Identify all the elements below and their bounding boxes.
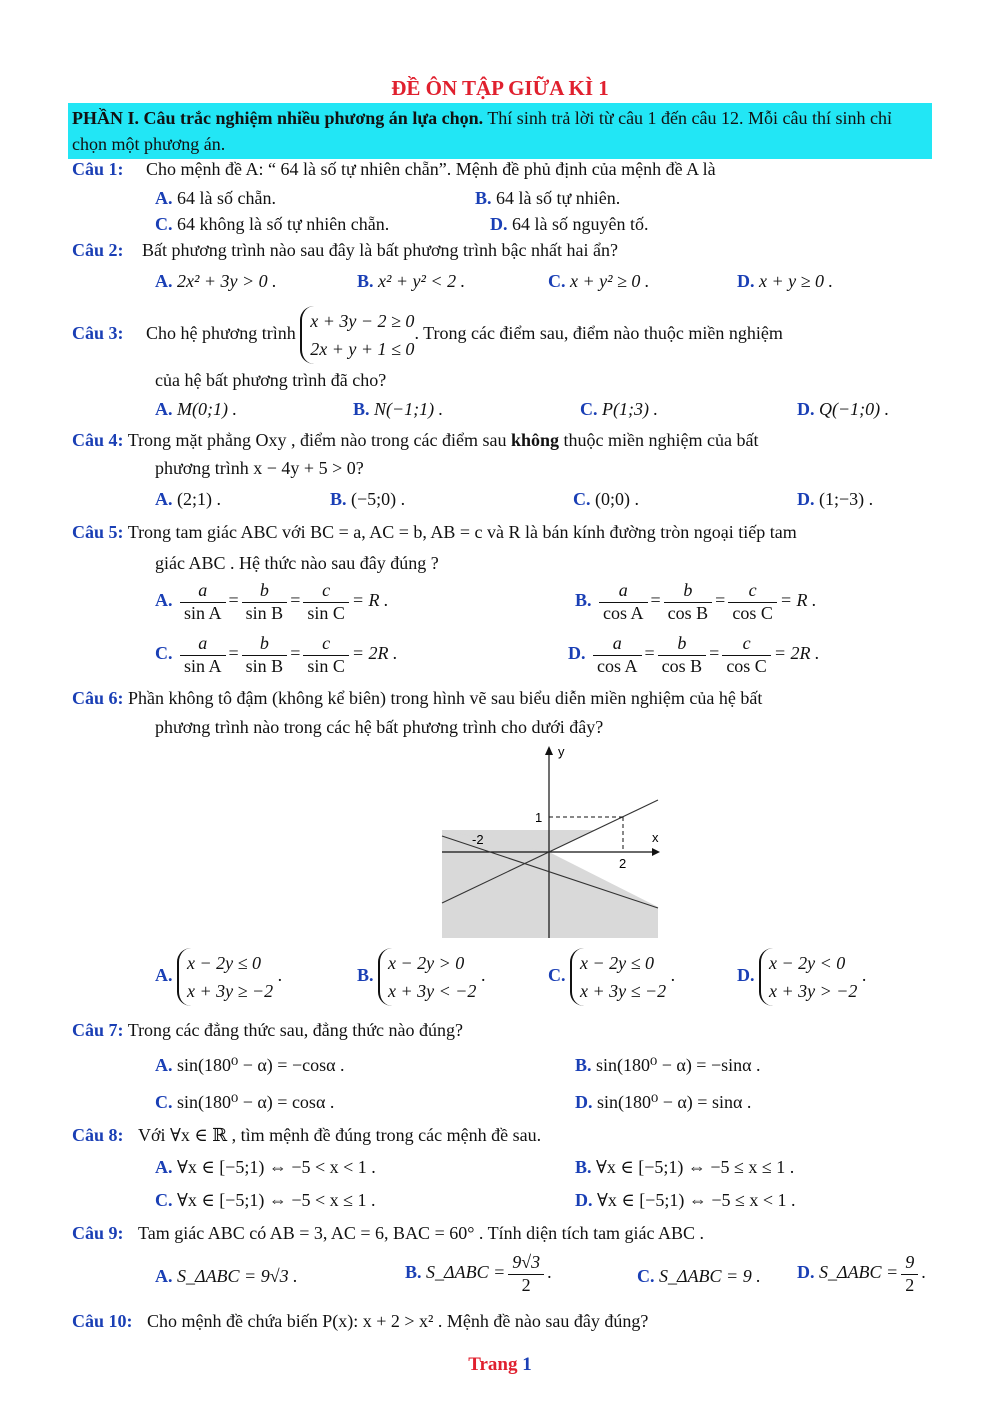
- q2-option-b: B. x² + y² < 2 .: [357, 271, 466, 291]
- page-footer: Trang 1: [468, 1354, 532, 1375]
- q3-option-a: A. M(0;1) .: [155, 399, 237, 419]
- q6-option-c: C. x − 2y ≤ 0 x + 3y ≤ −2 .: [548, 948, 675, 1006]
- q1-option-c: C. 64 không là số tự nhiên chẵn.: [155, 214, 390, 234]
- q1-option-a: A. 64 là số chẵn.: [155, 188, 276, 208]
- q3-line2: của hệ bất phương trình đã cho?: [155, 370, 387, 390]
- q4-option-d: D. (1;−3) .: [797, 489, 874, 509]
- q6-graph: [430, 742, 670, 942]
- question-1: [72, 157, 716, 181]
- q5-option-b: B. $\frac{a}{\text{cos A}}$ = $\frac{b}{\text{cos B}}$ = $\frac{c}{\text{cos C}}$ = R .: [575, 580, 817, 623]
- part-instruction: Thí sinh trả lời từ câu 1 đến câu 12. Mỗi câu thí sinh chỉ chọn một phương án.: [72, 108, 893, 154]
- q1-option-d: D. 64 là số nguyên tố.: [490, 214, 649, 234]
- part-banner: [68, 103, 932, 159]
- q4-option-b: B. (−5;0) .: [330, 489, 406, 509]
- q3-option-d: D. Q(−1;0) .: [797, 399, 890, 419]
- question-2: Câu 2: Bất phương trình nào sau đây là bất phương trình bậc nhất hai ẩn?: [72, 240, 618, 260]
- question-9: Câu 9: Tam giác ABC có AB = 3, AC = 6, BAC = 60° . Tính diện tích tam giác ABC .: [72, 1223, 705, 1243]
- q6-option-b: B. x − 2y > 0 x + 3y < −2 .: [357, 948, 485, 1006]
- q7-option-a: A. sin(180⁰ − α) = −cosα .: [155, 1055, 345, 1075]
- x-axis-label: x: [652, 830, 659, 845]
- q2-option-c: C. x + y² ≥ 0 .: [548, 271, 650, 291]
- q8-option-d: D. ∀x ∈ [−5;1) ⇔ −5 ≤ x < 1 .: [575, 1190, 796, 1210]
- q8-option-b: B. ∀x ∈ [−5;1) ⇔ −5 ≤ x ≤ 1 .: [575, 1157, 795, 1177]
- q6-line2: phương trình nào trong các hệ bất phương trình cho dưới đây?: [155, 717, 604, 737]
- q3-option-c: C. P(1;3) .: [580, 399, 658, 419]
- question-5: Câu 5: Trong tam giác ABC với BC = a, AC = b, AB = c và R là bán kính đường tròn ngoại tiếp tam: [72, 522, 797, 542]
- q9-option-a: A. S_ΔABC = 9√3 .: [155, 1266, 298, 1286]
- q9-option-c: C. S_ΔABC = 9 .: [637, 1266, 761, 1286]
- tick-neg2: -2: [472, 832, 484, 847]
- q6-option-d: D. x − 2y < 0 x + 3y > −2 .: [737, 948, 866, 1006]
- q5-option-a: A. $\frac{a}{\text{sin A}}$ = $\frac{b}{\text{sin B}}$ = $\frac{c}{\text{sin C}}$ = R .: [155, 580, 389, 623]
- q5-option-d: D. $\frac{a}{\text{cos A}}$ = $\frac{b}{\text{cos B}}$ = $\frac{c}{\text{cos C}}$ = 2R .: [568, 633, 820, 676]
- q6-option-a: A. x − 2y ≤ 0 x + 3y ≥ −2 .: [155, 948, 282, 1006]
- question-label: Câu 1:: [72, 159, 124, 179]
- q1-option-b: B. 64 là số tự nhiên.: [475, 188, 621, 208]
- q3-option-b: B. N(−1;1) .: [353, 399, 444, 419]
- part-heading: PHẦN I. Câu trắc nghiệm nhiều phương án lựa chọn.: [72, 108, 484, 128]
- question-8: Câu 8: Với ∀x ∈ ℝ , tìm mệnh đề đúng trong các mệnh đề sau.: [72, 1125, 542, 1145]
- y-axis-arrow: [545, 746, 553, 755]
- q7-option-c: C. sin(180⁰ − α) = cosα .: [155, 1092, 335, 1112]
- q2-option-d: D. x + y ≥ 0 .: [737, 271, 834, 291]
- q7-option-d: D. sin(180⁰ − α) = sinα .: [575, 1092, 752, 1112]
- q7-option-b: B. sin(180⁰ − α) = −sinα .: [575, 1055, 761, 1075]
- q9-option-b: B. S_ΔABC = $\frac{9√3}{2}$ .: [405, 1252, 552, 1295]
- exam-title: ĐỀ ÔN TẬP GIỮA KÌ 1: [391, 76, 609, 100]
- tick-2: 2: [619, 856, 627, 871]
- question-text: Cho mệnh đề A: “ 64 là số tự nhiên chẵn”. Mệnh đề phủ định của mệnh đề A là: [146, 159, 716, 179]
- tick-1: 1: [535, 810, 543, 825]
- q9-option-d: D. S_ΔABC = $\frac{9}{2}$ .: [797, 1252, 926, 1295]
- q4-option-c: C. (0;0) .: [573, 489, 639, 509]
- q4-line2: phương trình x − 4y + 5 > 0?: [155, 458, 364, 478]
- q5-line2: giác ABC . Hệ thức nào sau đây đúng ?: [155, 553, 439, 573]
- question-3: Câu 3: Cho hệ phương trình x + 3y − 2 ≥ 0 2x + y + 1 ≤ 0 . Trong các điểm sau, điểm nào thuộc miền nghiệm: [72, 306, 783, 364]
- question-10: Câu 10: Cho mệnh đề chứa biến P(x): x + 2 > x² . Mệnh đề nào sau đây đúng?: [72, 1311, 649, 1331]
- y-axis-label: y: [558, 744, 565, 759]
- q8-option-a: A. ∀x ∈ [−5;1) ⇔ −5 < x < 1 .: [155, 1157, 376, 1177]
- q8-option-c: C. ∀x ∈ [−5;1) ⇔ −5 < x ≤ 1 .: [155, 1190, 376, 1210]
- question-6: Câu 6: Phần không tô đậm (không kể biên) trong hình vẽ sau biểu diễn miền nghiệm của hệ bất: [72, 688, 763, 708]
- question-7: Câu 7: Trong các đẳng thức sau, đẳng thức nào đúng?: [72, 1020, 463, 1040]
- question-4: Câu 4: Trong mặt phẳng Oxy , điểm nào trong các điểm sau không thuộc miền nghiệm của bất: [72, 430, 759, 450]
- system-q3: x + 3y − 2 ≥ 0 2x + y + 1 ≤ 0: [300, 306, 414, 364]
- q5-option-c: C. $\frac{a}{\text{sin A}}$ = $\frac{b}{\text{sin B}}$ = $\frac{c}{\text{sin C}}$ = 2R .: [155, 633, 398, 676]
- q4-option-a: A. (2;1) .: [155, 489, 221, 509]
- q2-option-a: A. 2x² + 3y > 0 .: [155, 271, 277, 291]
